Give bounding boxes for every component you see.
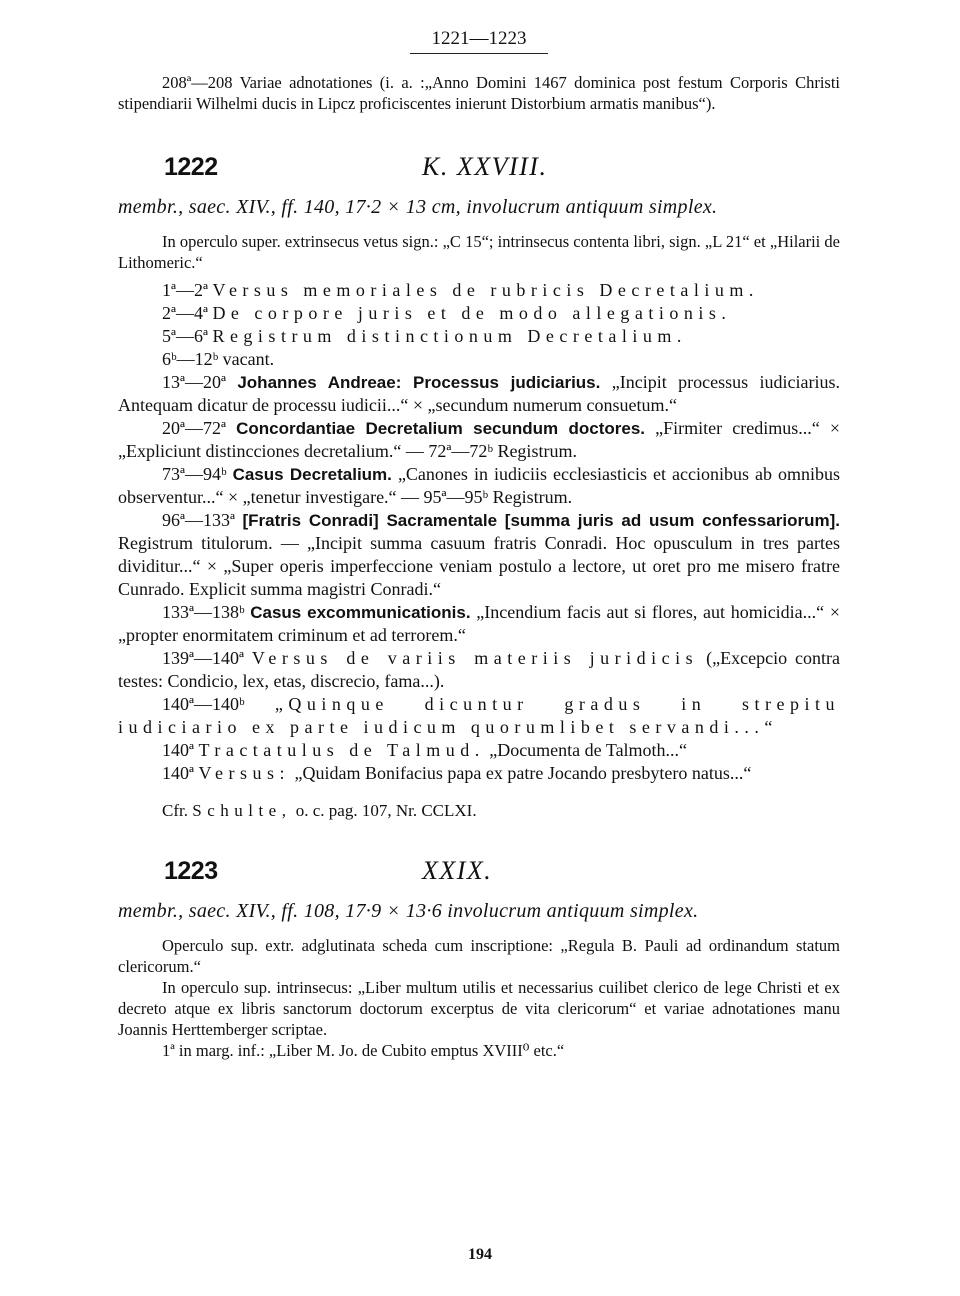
item-text: („Excepcio contra testes: Condicio, lex, etas, discrecio, fama...).	[118, 648, 841, 691]
running-head: 1221—1223	[431, 28, 527, 49]
item-text: „Incipit processus iudiciarius. Antequam dicatur de processu iudicii...“ × „secundum numerum consuetum.“	[118, 372, 841, 415]
item-title: [Fratris Conradi] Sacramentale [summa juris ad usum confessariorum].	[242, 511, 841, 530]
folio-ref: 5ª—6ª	[162, 326, 208, 346]
item-title: Versus de variis materiis juridicis	[251, 648, 699, 668]
item-title: „Quinque dicuntur gradus in strepitu iudiciario ex parte iudicum quorumlibet servandi...“	[118, 694, 841, 737]
folio-ref: 139ª—140ª	[162, 648, 244, 668]
cover-note: In operculo super. extrinsecus vetus sign.: „C 15“; intrinsecus contenta libri, sign. „L 21“ et „Hilarii de Lithomeric.“	[118, 232, 840, 272]
previous-entry-note: 208ª—208 Variae adnotationes (i. a. :„Anno Domini 1467 dominica post festum Corporis Christi stipendiarii Wilhelmi ducis in Lipcz proficiscentes inierunt Distorbium armatis manibus“).	[118, 73, 840, 113]
entry-number: 1223	[164, 857, 218, 885]
folio-ref: 20ª—72ª	[162, 418, 226, 438]
item-text: „Documenta de Talmoth...“	[489, 740, 688, 760]
item-text: „Quidam Bonifacius papa ex patre Jocando presbytero natus...“	[294, 763, 752, 783]
page-body	[118, 28, 840, 1061]
entry-description: membr., saec. XIV., ff. 108, 17·9 × 13·6 involucrum antiquum simplex.	[118, 900, 699, 922]
content-item	[118, 693, 840, 739]
folio-ref: 1ª—2ª	[162, 280, 208, 300]
cover-note: Operculo sup. extr. adglutinata scheda cum inscriptione: „Regula B. Pauli ad ordinandum statum clericorum.“	[118, 936, 840, 976]
folio-ref: 140ª	[162, 763, 194, 783]
folio-ref: 2ª—4ª	[162, 303, 208, 323]
item-title: Versus memoriales de rubricis Decretalium.	[212, 280, 759, 300]
content-item	[118, 417, 840, 463]
item-text: „Canones in iudiciis ecclesiasticis et accionibus ab omnibus observentur...“ × „tenetur investigare.“ — 95ª—95ᵇ Registrum.	[118, 464, 841, 507]
item-title: Versus:	[198, 763, 290, 783]
margin-note: 1ª in marg. inf.: „Liber M. Jo. de Cubito emptus XVIII⁰ etc.“	[162, 1041, 565, 1060]
item-title: De corpore juris et de modo allegationis.	[212, 303, 732, 323]
item-title: Casus excommunicationis.	[250, 603, 471, 622]
content-item	[118, 647, 840, 693]
content-item: 6ᵇ—12ᵇ vacant.	[162, 349, 275, 369]
folio-ref: 140ª	[162, 740, 194, 760]
content-item	[118, 325, 840, 348]
item-title: Concordantiae Decretalium secundum doctores.	[236, 419, 646, 438]
item-text: „Incendium facis aut si flores, aut homicidia...“ × „propter enormitatem criminum et ad terrorem.“	[118, 602, 840, 645]
item-text: Registrum titulorum. — „Incipit summa casuum fratris Conradi. Hoc opusculum in tres partes dividitur...“ × „Super operis imperfeccione veniam postulo a lectore, ut oret pro me misero fratre Cunrado. Explicit summa magistri Conradi.“	[118, 533, 840, 599]
folio-ref: 133ª—138ᵇ	[162, 602, 245, 622]
item-text: „Firmiter credimus...“ × „Expliciunt distincciones decretalium.“ — 72ª—72ᵇ Registrum.	[118, 418, 841, 461]
content-item	[118, 463, 840, 509]
entry-signature: XXIX.	[422, 856, 493, 885]
cover-note: In operculo sup. intrinsecus: „Liber multum utilis et necessarius cuilibet clerico de lege Christi et ex decreto atque ex libris sanctorum doctorum excerptus de vita clericorum“ et variae adnotationes manu Joannis Herttemberger scriptae.	[118, 978, 840, 1039]
content-item	[118, 762, 840, 785]
item-title: Casus Decretalium.	[232, 465, 392, 484]
reference-note	[118, 799, 840, 822]
content-item	[118, 739, 840, 762]
entry-1222-header	[118, 152, 840, 182]
entry-signature: K. XXVIII.	[422, 152, 548, 181]
cfr-citation: o. c. pag. 107, Nr. CCLXI.	[295, 801, 477, 820]
content-item	[118, 509, 840, 601]
item-title: Registrum distinctionum Decretalium.	[212, 326, 687, 346]
content-item	[118, 371, 840, 417]
page-number: 194	[468, 1246, 492, 1263]
folio-ref: 13ª—20ª	[162, 372, 226, 392]
item-title: Tractatulus de Talmud.	[198, 740, 485, 760]
entry-number: 1222	[164, 153, 218, 181]
folio-ref: 140ª—140ᵇ	[162, 694, 245, 714]
folio-ref: 73ª—94ᵇ	[162, 464, 227, 484]
cfr-author: Schulte,	[192, 801, 292, 820]
item-title: Johannes Andreae: Processus judiciarius.	[237, 373, 601, 392]
folio-ref: 96ª—133ª	[162, 510, 235, 530]
entry-1223-header	[118, 856, 840, 886]
content-item	[118, 279, 840, 302]
entry-description: membr., saec. XIV., ff. 140, 17·2 × 13 cm, involucrum antiquum simplex.	[118, 196, 718, 218]
cfr-label: Cfr.	[162, 801, 188, 820]
head-rule	[410, 53, 548, 54]
content-item	[118, 601, 840, 647]
content-item	[118, 302, 840, 325]
